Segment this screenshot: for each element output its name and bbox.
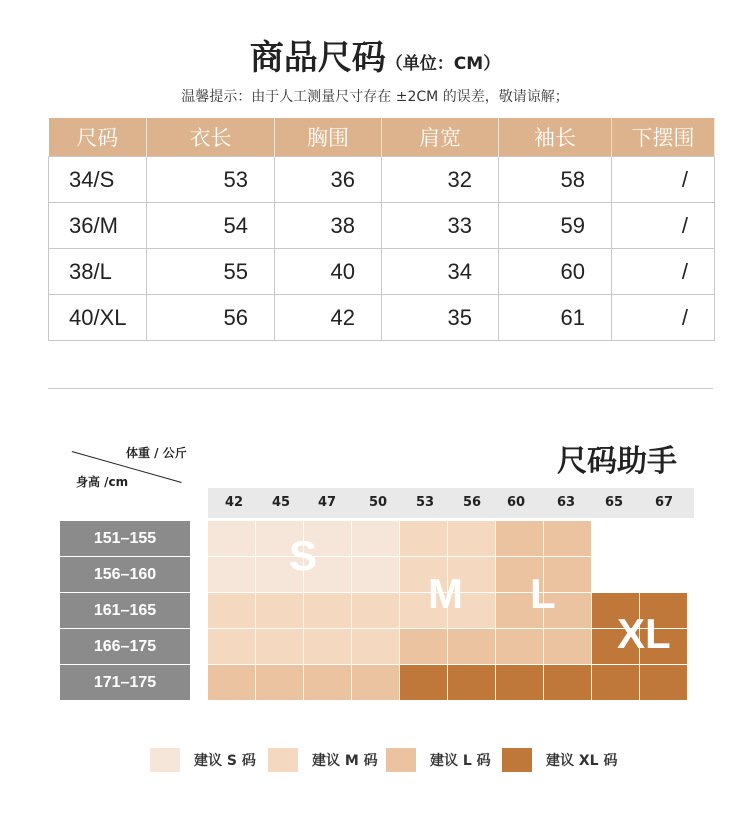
grid-cell-l [208,665,256,701]
legend-swatch [150,748,180,772]
grid-cell-xl [592,665,640,701]
size-table-header [49,118,715,157]
grid-cell-s [208,521,256,557]
height-range-label: 161–165 [60,593,190,628]
height-range-label: 151–155 [60,521,190,556]
table-cell: / [612,249,715,295]
grid-cell-xl [544,665,592,701]
measurement-note: 温馨提示：由于人工测量尺寸存在 ±2CM 的误差，敬请谅解； [181,89,569,105]
legend-label: 建议 M 码 [312,753,378,769]
table-cell: 60 [499,249,612,295]
height-range-label: 166–175 [60,629,190,664]
legend-swatch [268,748,298,772]
weight-value: 53 [415,495,435,510]
grid-cell-l [544,521,592,557]
table-cell: 58 [499,157,612,203]
page-title-row [0,30,750,79]
table-cell: 53 [147,157,275,203]
legend-swatch [386,748,416,772]
legend-label: 建议 L 码 [430,753,491,769]
weight-value: 56 [462,495,482,510]
grid-cell-s [208,557,256,593]
weight-value: 67 [654,495,674,510]
header-cell: 袖长 [499,118,612,157]
grid-cell-m [400,521,448,557]
table-cell: 34/S [49,157,147,203]
table-cell: 40/XL [49,295,147,341]
table-cell: 40 [275,249,382,295]
weight-value: 65 [604,495,624,510]
table-cell: 54 [147,203,275,249]
table-cell: 32 [382,157,499,203]
grid-cell-xl [400,665,448,701]
table-row [49,249,715,295]
weight-value: 50 [368,495,388,510]
grid-cell-l [448,629,496,665]
grid-cell-m [208,593,256,629]
table-cell: 36 [275,157,382,203]
size-helper-title: 尺码助手 [557,444,677,479]
grid-cell-m [448,521,496,557]
table-cell: 36/M [49,203,147,249]
grid-cell-m [304,593,352,629]
size-s-label: S [289,532,318,579]
header-cell: 肩宽 [382,118,499,157]
grid-cell-xl [640,665,688,701]
section-divider [48,388,713,389]
grid-cell-m [208,629,256,665]
table-row [49,295,715,341]
weight-value: 60 [506,495,526,510]
legend-item [502,748,617,772]
table-cell: 56 [147,295,275,341]
table-row [49,203,715,249]
table-cell: 35 [382,295,499,341]
table-cell: 61 [499,295,612,341]
weight-value: 47 [317,495,337,510]
header-cell: 胸围 [275,118,382,157]
grid-cell-m [352,629,400,665]
legend-item [268,748,378,772]
grid-cell-xl [496,665,544,701]
legend-swatch [502,748,532,772]
table-cell: 38/L [49,249,147,295]
size-m-label: M [428,570,463,617]
size-table [48,118,715,341]
size-l-label: L [530,570,556,617]
grid-cell-s [352,521,400,557]
size-xl-label: XL [617,610,671,657]
grid-cell-m [304,629,352,665]
weight-value: 42 [224,495,244,510]
grid-cell-l [304,665,352,701]
page-title: 商品尺码 [249,38,386,78]
table-cell: / [612,157,715,203]
grid-cell-m [256,629,304,665]
height-range-label: 156–160 [60,557,190,592]
grid-cell-m [352,593,400,629]
weight-value: 45 [271,495,291,510]
grid-cell-l [352,665,400,701]
table-cell: / [612,203,715,249]
height-range-label: 171–175 [60,665,190,700]
table-cell: 33 [382,203,499,249]
grid-cell-l [256,665,304,701]
grid-cell-l [544,629,592,665]
table-cell: 42 [275,295,382,341]
grid-cell-l [496,521,544,557]
table-row [49,157,715,203]
unit-label: （单位：CM） [385,54,501,74]
header-cell: 衣长 [147,118,275,157]
grid-cell-l [400,629,448,665]
table-cell: 59 [499,203,612,249]
header-cell: 尺码 [49,118,147,157]
grid-cell-m [256,593,304,629]
table-cell: 38 [275,203,382,249]
grid-cell-l [496,629,544,665]
legend-label: 建议 S 码 [194,753,256,769]
legend-item [150,748,256,772]
grid-cell-xl [448,665,496,701]
weight-value: 63 [556,495,576,510]
weight-header-bar [208,488,694,518]
legend-item [386,748,491,772]
legend-label: 建议 XL 码 [546,753,618,769]
table-cell: 34 [382,249,499,295]
weight-axis-label: 体重 / 公斤 [126,446,187,460]
grid-cell-s [352,557,400,593]
table-cell: / [612,295,715,341]
table-cell: 55 [147,249,275,295]
header-cell: 下摆围 [612,118,715,157]
height-axis-label: 身高 /cm [76,475,129,489]
